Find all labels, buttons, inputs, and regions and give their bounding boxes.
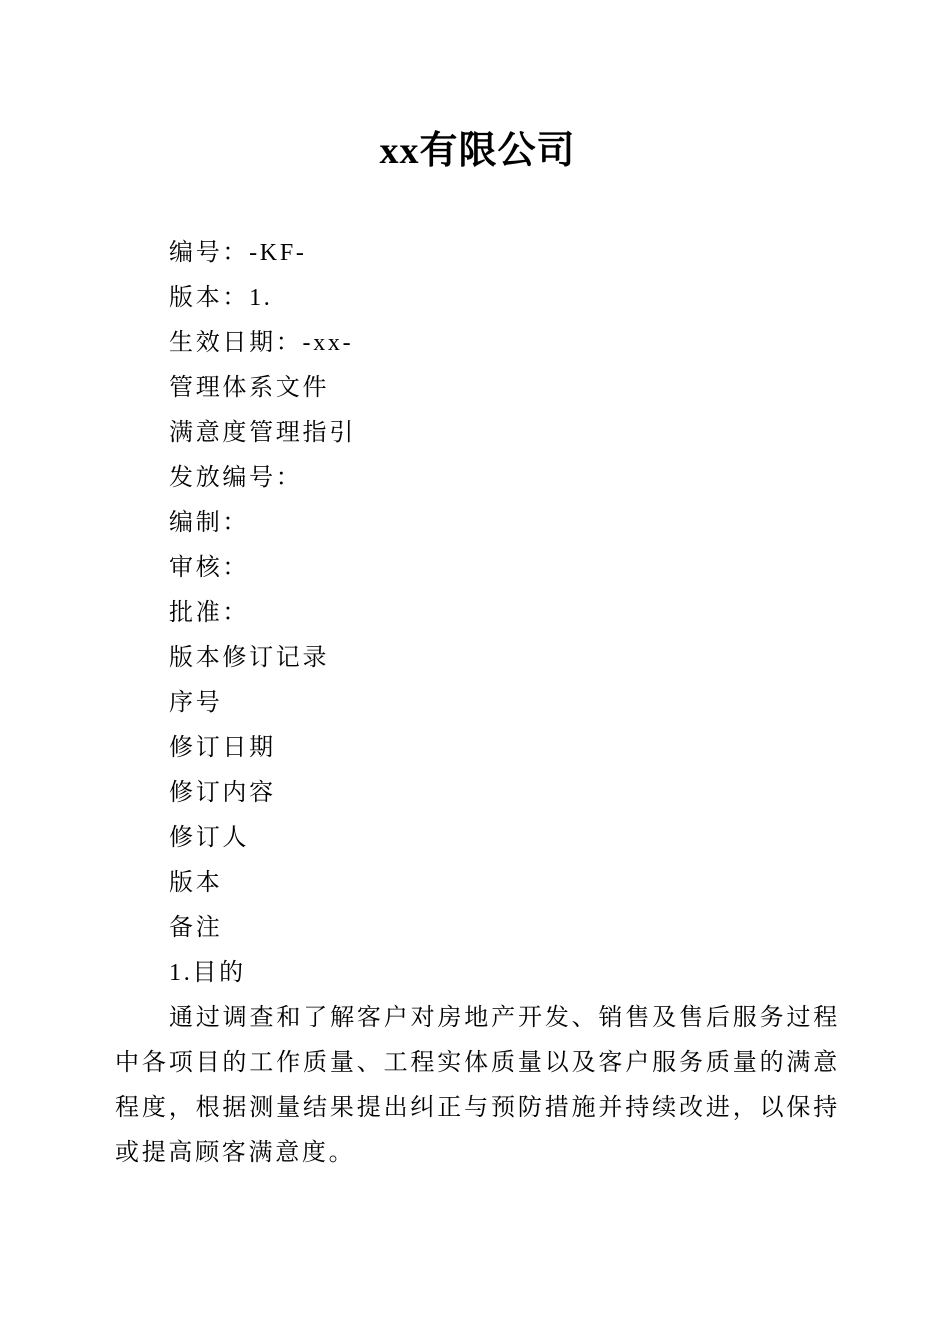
meta-line-prepared-by: 编制：	[169, 510, 250, 536]
meta-line-document-number: 编号：-KF-	[169, 240, 307, 266]
meta-line-revision-date: 修订日期	[169, 735, 276, 761]
meta-line-system-document: 管理体系文件	[169, 375, 330, 401]
meta-line-revision-content: 修订内容	[169, 780, 276, 806]
document-title: xx有限公司	[379, 130, 576, 172]
meta-line-reviewed-by: 审核：	[169, 555, 250, 581]
meta-line-reviser: 修订人	[169, 825, 250, 851]
meta-line-guideline-name: 满意度管理指引	[169, 420, 356, 446]
meta-line-serial-number: 序号	[169, 690, 223, 716]
meta-line-revision-record: 版本修订记录	[169, 645, 330, 671]
section-heading-purpose: 1.目的	[169, 960, 246, 986]
purpose-paragraph: 通过调查和了解客户对房地产开发、销售及售后服务过程中各项目的工作质量、工程实体质量以及客户服务质量的满意程度，根据测量结果提出纠正与预防措施并持续改进，以保持或提高顾客满意度。	[115, 1005, 840, 1166]
meta-line-effective-date: 生效日期：-xx-	[169, 330, 354, 356]
meta-line-version-label: 版本	[169, 870, 223, 896]
meta-line-issue-number: 发放编号：	[169, 465, 303, 491]
meta-line-approved-by: 批准：	[169, 600, 250, 626]
meta-line-version: 版本：1.	[169, 285, 273, 311]
meta-line-remarks: 备注	[169, 915, 223, 941]
